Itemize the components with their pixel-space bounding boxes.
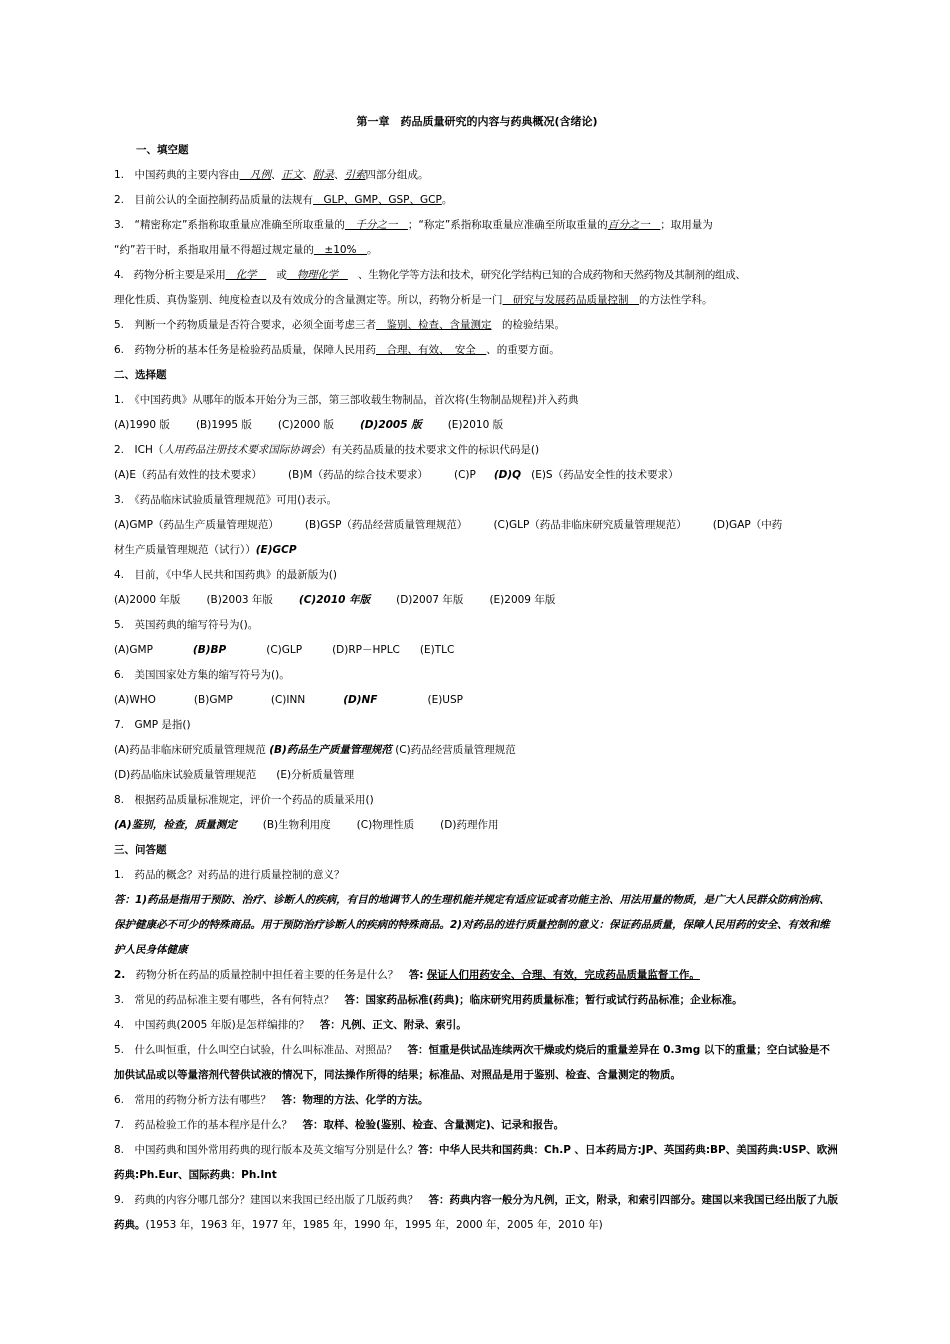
- correct-answer: (D)2005 版: [360, 419, 422, 431]
- choice-question-8: 8. 根据药品质量标准规定，评价一个药品的质量采用(): [114, 794, 374, 806]
- choice-options-8: (A)鉴别，检查，质量测定 (B)生物利用度 (C)物理性质 (D)药理作用: [114, 813, 840, 838]
- fill-question-3-cont: “约”若干时，系指取用量不得超过规定量的 ±10% 。: [114, 244, 378, 256]
- section-qa-heading: 三、问答题: [114, 844, 167, 856]
- choice-options-5: (A)GMP (B)BP (C)GLP (D)RP－HPLC (E)TLC: [114, 638, 840, 663]
- choice-question-1: 1. 《中国药典》从哪年的版本开始分为三部，第三部收载生物制品，首次将(生物制品规程)并入药典: [114, 394, 579, 406]
- fill-question-6: 6. 药物分析的基本任务是检验药品质量，保障人民用药 合理、有效、 安全 、的重要方面。: [114, 344, 560, 356]
- qa-question-5: 5. 什么叫恒重，什么叫空白试验，什么叫标准品、对照品？ 答：恒重是供试品连续两次干燥或灼烧后的重量差异在 0.3mg 以下的重量；空白试验是不加供试品或以等量溶剂代替供试液的情况下，同法操作所得的结果；标准品、对照品是用于鉴别、检查、含量测定的物质。: [114, 1044, 830, 1081]
- choice-options-3: (A)GMP（药品生产质量管理规范） (B)GSP（药品经营质量管理规范） (C)GLP（药品非临床研究质量管理规范） (D)GAP（中药: [114, 519, 783, 531]
- choice-options-3-cont: 材生产质量管理规范（试行））(E)GCP: [114, 544, 297, 556]
- correct-answer: (C)2010 年版: [298, 594, 371, 606]
- qa-question-6: 6. 常用的药物分析方法有哪些？ 答：物理的方法、化学的方法。: [114, 1094, 429, 1106]
- document-page: [114, 112, 840, 1238]
- correct-answer: (B)药品生产质量管理规范: [269, 744, 392, 756]
- qa-question-7: 7. 药品检验工作的基本程序是什么？ 答：取样、检验(鉴别、检查、含量测定)、记录和报告。: [114, 1119, 565, 1131]
- fill-question-5: 5. 判断一个药物质量是否符合要求，必须全面考虑三者 鉴别、检查、含量测定 的检验结果。: [114, 319, 566, 331]
- choice-options-1: (A)1990 版 (B)1995 版 (C)2000 版 (D)2005 版 (E)2010 版: [114, 413, 840, 438]
- choice-options-7-cont: (D)药品临床试验质量管理规范 (E)分析质量管理: [114, 769, 355, 781]
- fill-question-1: 1. 中国药典的主要内容由 凡例、正文、附录、引索四部分组成。: [114, 169, 429, 181]
- fill-question-2: 2. 目前公认的全面控制药品质量的法规有 GLP、GMP、GSP、GCP。: [114, 194, 453, 206]
- qa-question-8: 8. 中国药典和国外常用药典的现行版本及英文缩写分别是什么？答：中华人民共和国药典：Ch.P 、日本药局方:JP、英国药典:BP、美国药典:USP、欧洲药典:Ph.Eur、国际药典：Ph.Int: [114, 1144, 838, 1181]
- choice-question-3: 3. 《药品临床试验质量管理规范》可用()表示。: [114, 494, 337, 506]
- section-fill-in-heading: 一、填空题: [136, 144, 189, 156]
- choice-options-6: (A)WHO (B)GMP (C)INN (D)NF (E)USP: [114, 688, 840, 713]
- choice-question-6: 6. 美国国家处方集的缩写符号为()。: [114, 669, 290, 681]
- qa-question-4: 4. 中国药典(2005 年版)是怎样编排的？ 答：凡例、正文、附录、索引。: [114, 1019, 467, 1031]
- qa-question-1: 1. 药品的概念？对药品的进行质量控制的意义？: [114, 869, 345, 881]
- chapter-title: 第一章 药品质量研究的内容与药典概况(含绪论): [356, 115, 598, 128]
- choice-options-7: (A)药品非临床研究质量管理规范 (B)药品生产质量管理规范 (C)药品经营质量管理规范: [114, 744, 516, 756]
- correct-answer: (A)鉴别，检查，质量测定: [114, 819, 237, 831]
- choice-options-4: (A)2000 年版 (B)2003 年版 (C)2010 年版 (D)2007 年版 (E)2009 年版: [114, 588, 840, 613]
- fill-question-4: 4. 药物分析主要是采用 化学 或 物理化学 、生物化学等方法和技术，研究化学结构已知的合成药物和天然药物及其制剂的组成、: [114, 269, 746, 281]
- section-choice-heading: 二、选择题: [114, 369, 167, 381]
- correct-answer: (E)GCP: [255, 544, 297, 556]
- qa-question-9: 9. 药典的内容分哪几部分？建国以来我国已经出版了几版药典？ 答：药典内容一般分为凡例，正文，附录，和索引四部分。建国以来我国已经出版了九版药典。(1953 年，1963 年，1977 年，1985 年，1990 年，1995 年，2000 年，2005 年，2010 年): [114, 1194, 839, 1231]
- correct-answer: (D)Q: [493, 469, 522, 481]
- choice-question-7: 7. GMP 是指(): [114, 719, 191, 731]
- fill-question-3: 3. “精密称定”系指称取重量应准确至所取重量的 千分之一 ；“称定”系指称取重量应准确至所取重量的百分之一 ；取用量为: [114, 219, 713, 231]
- correct-answer: (D)NF: [343, 694, 378, 706]
- qa-answer-1: 答：1)药品是指用于预防、治疗、诊断人的疾病，有目的地调节人的生理机能并规定有适应证或者功能主治、用法用量的物质，是广大人民群众防病治病、保护健康必不可少的特殊商品。用于预防治疗诊断人的疾病的特殊商品。2)对药品的进行质量控制的意义：保证药品质量，保障人民用药的安全、有效和维护人民身体健康: [114, 894, 830, 956]
- correct-answer: (B)BP: [192, 644, 227, 656]
- choice-question-5: 5. 英国药典的缩写符号为()。: [114, 619, 259, 631]
- choice-question-4: 4. 目前，《中华人民共和国药典》的最新版为(): [114, 569, 337, 581]
- choice-options-2: (A)E（药品有效性的技术要求） (B)M（药品的综合技术要求） (C)P (D)Q (E)S（药品安全性的技术要求）: [114, 463, 840, 488]
- qa-question-3: 3. 常见的药品标准主要有哪些，各有何特点？ 答：国家药品标准(药典)；临床研究用药质量标准；暂行或试行药品标准；企业标准。: [114, 994, 743, 1006]
- qa-question-2: 2. 药物分析在药品的质量控制中担任着主要的任务是什么？ 答: 保证人们用药安全、合理、有效，完成药品质量监督工作。: [114, 969, 700, 981]
- choice-question-2: 2. ICH（人用药品注册技术要求国际协调会）有关药品质量的技术要求文件的标识代码是(): [114, 444, 540, 456]
- fill-question-4-cont: 理化性质、真伪鉴别、纯度检查以及有效成分的含量测定等。所以，药物分析是一门 研究与发展药品质量控制 的方法性学科。: [114, 294, 713, 306]
